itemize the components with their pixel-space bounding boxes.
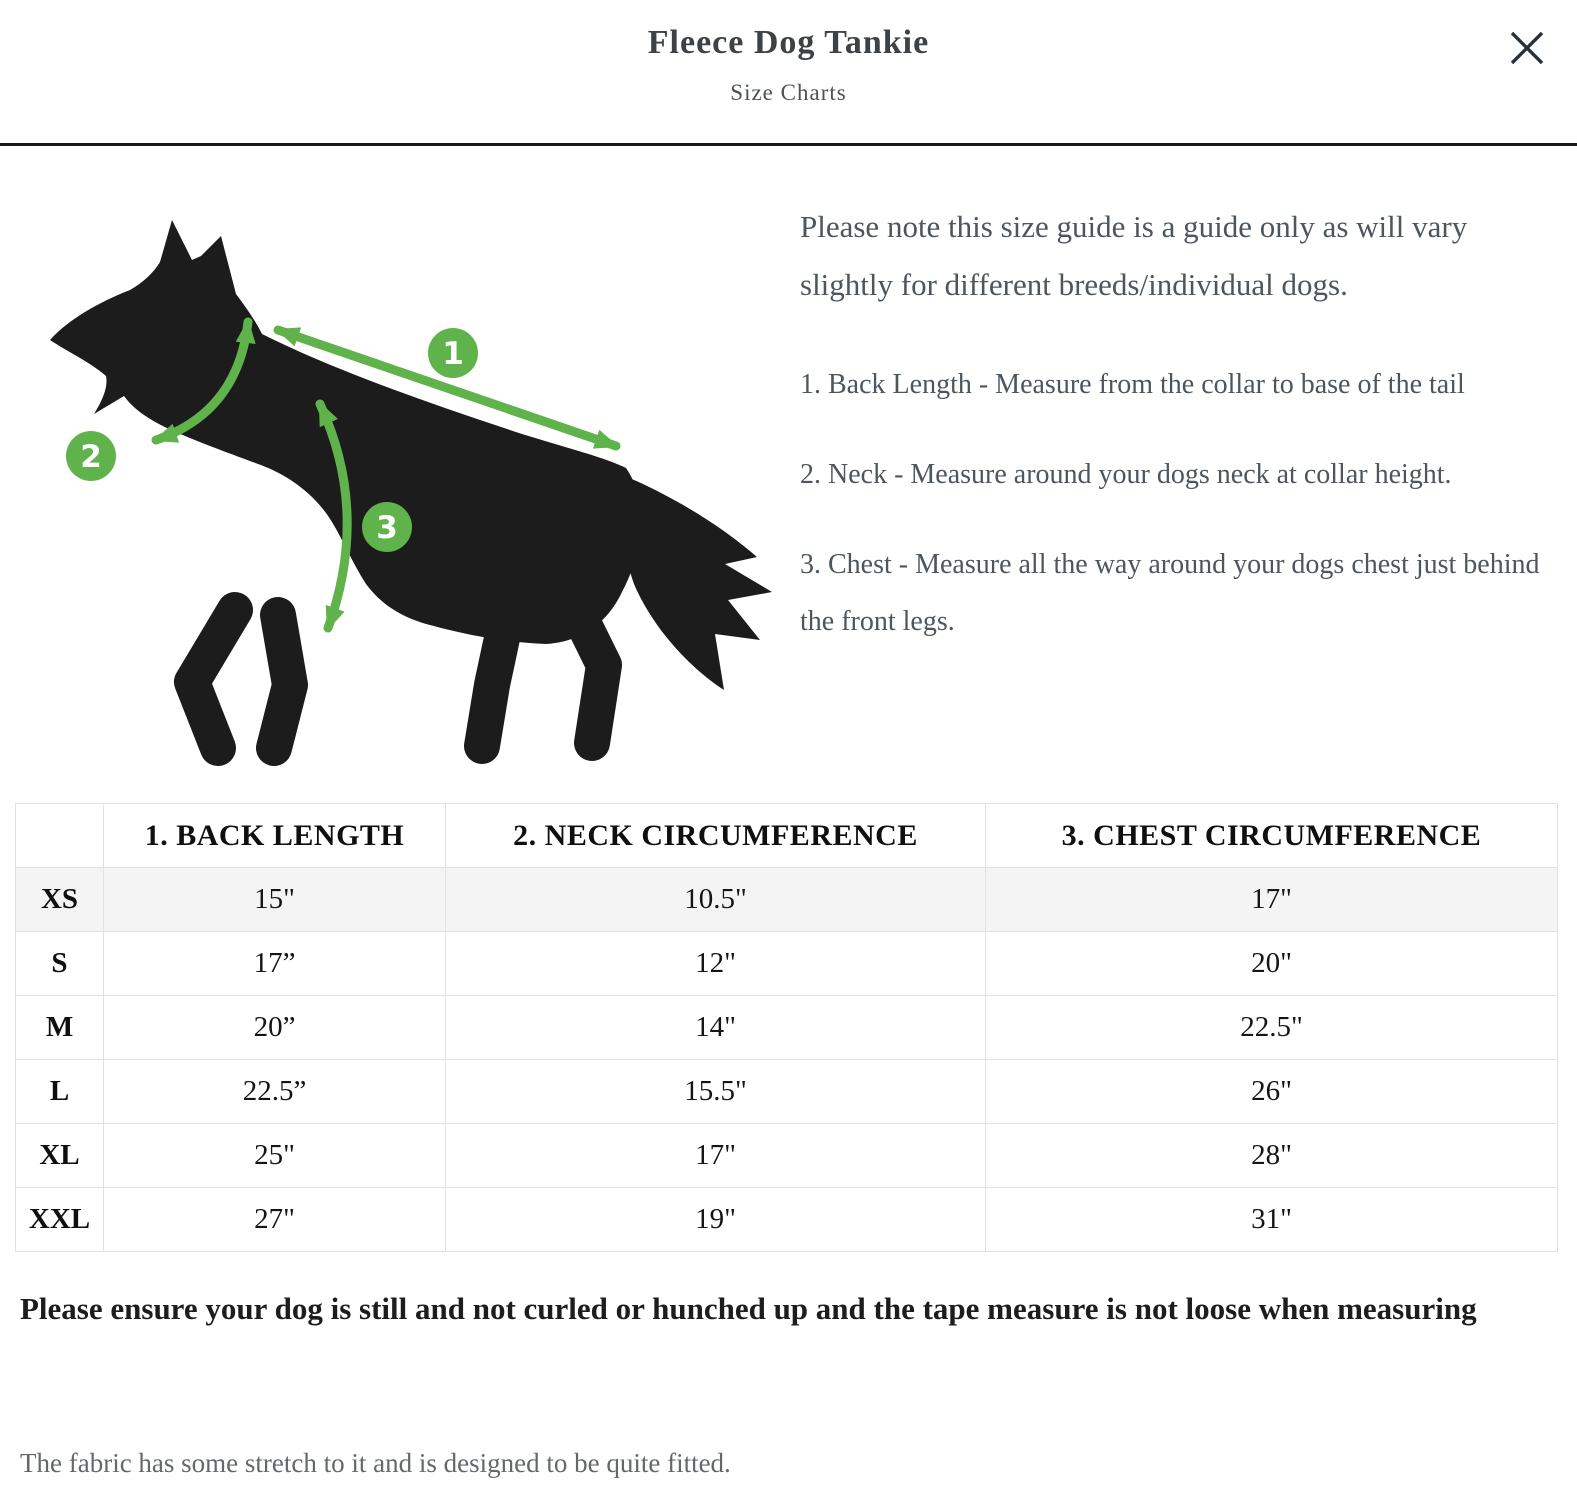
size-label: XS (16, 868, 104, 932)
table-row-s (16, 932, 1558, 996)
modal-header (0, 0, 1577, 146)
neck-value: 15.5" (446, 1060, 986, 1124)
instruction-back-length: 1. Back Length - Measure from the collar to base of the tail (800, 369, 1465, 400)
fabric-stretch-note: The fabric has some stretch to it and is designed to be quite fitted. (20, 1448, 731, 1478)
header-chest-circumference: 3. CHEST CIRCUMFERENCE (986, 804, 1558, 868)
measuring-instructions (800, 198, 1558, 683)
neck-value: 19" (446, 1188, 986, 1252)
close-button[interactable] (1505, 26, 1549, 70)
marker-3 (362, 502, 412, 552)
table-header-row (16, 804, 1558, 868)
svg-text:1: 1 (442, 336, 464, 372)
size-guide-intro: Please note this size guide is a guide only as will vary slightly for different breeds/individual dogs. (800, 209, 1468, 302)
chest-value: 22.5" (986, 996, 1558, 1060)
page-subtitle: Size Charts (730, 80, 847, 105)
marker-1 (428, 328, 478, 378)
page-title: Fleece Dog Tankie (647, 24, 930, 61)
table-row-xl (16, 1124, 1558, 1188)
back-length-value: 17” (104, 932, 446, 996)
close-icon (1505, 26, 1549, 70)
back-length-value: 20” (104, 996, 446, 1060)
header-neck-circumference: 2. NECK CIRCUMFERENCE (446, 804, 986, 868)
neck-value: 17" (446, 1124, 986, 1188)
dog-measurement-figure (20, 190, 790, 782)
chest-value: 17" (986, 868, 1558, 932)
table-row-m (16, 996, 1558, 1060)
back-length-value: 22.5” (104, 1060, 446, 1124)
chest-value: 20" (986, 932, 1558, 996)
table-row-xs (16, 868, 1558, 932)
header-back-length: 1. BACK LENGTH (104, 804, 446, 868)
back-length-value: 15" (104, 868, 446, 932)
neck-value: 12" (446, 932, 986, 996)
header-corner-cell (16, 804, 104, 868)
table-row-l (16, 1060, 1558, 1124)
chest-value: 26" (986, 1060, 1558, 1124)
size-chart-table (15, 803, 1558, 1252)
svg-text:2: 2 (80, 439, 102, 475)
size-label: S (16, 932, 104, 996)
size-label: M (16, 996, 104, 1060)
back-length-value: 25" (104, 1124, 446, 1188)
chest-value: 31" (986, 1188, 1558, 1252)
back-length-value: 27" (104, 1188, 446, 1252)
dog-silhouette (50, 220, 772, 748)
size-label: L (16, 1060, 104, 1124)
marker-2 (66, 431, 116, 481)
svg-text:3: 3 (376, 510, 398, 546)
table-row-xxl (16, 1188, 1558, 1252)
neck-value: 10.5" (446, 868, 986, 932)
instruction-neck: 2. Neck - Measure around your dogs neck at collar height. (800, 459, 1452, 490)
size-label: XXL (16, 1188, 104, 1252)
instruction-chest: 3. Chest - Measure all the way around your dogs chest just behind the front legs. (800, 549, 1540, 637)
measuring-warning-note: Please ensure your dog is still and not curled or hunched up and the tape measure is not loose when measuring (20, 1291, 1477, 1326)
size-label: XL (16, 1124, 104, 1188)
neck-value: 14" (446, 996, 986, 1060)
chest-value: 28" (986, 1124, 1558, 1188)
